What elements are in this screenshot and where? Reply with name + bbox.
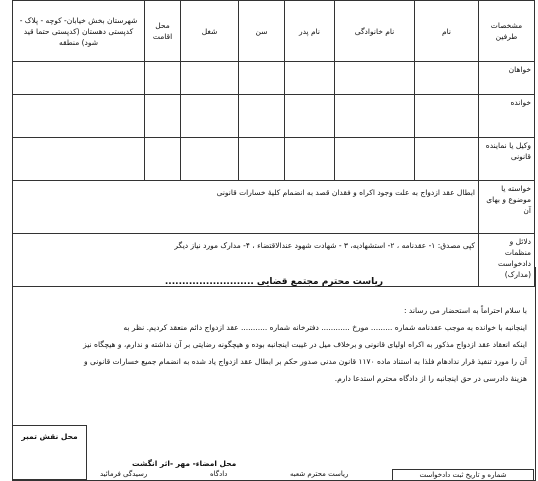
parties-table — [12, 0, 535, 287]
letter-line: اینکه انعقاد عقد ازدواج مذکور به اکراه اولیای قانونی و برخلاف میل در غیبت اینجانبه بوده و هیچگونه رضایتی بر آن نداشته و ندارم، و هیچگاه نیز — [83, 340, 527, 349]
claim-text[interactable]: ابطال عقد ازدواج به علت وجود اکراه و فقدان قصد به انضمام کلیۀ خسارات قانونی — [13, 181, 479, 234]
row-lawyer: وکیل یا نماینده قانونی — [479, 138, 535, 181]
letter-body — [21, 302, 527, 387]
table-row — [13, 181, 535, 234]
cell-input[interactable] — [415, 138, 479, 181]
letter-line: اینجانبه با خوانده به موجب عقدنامه شماره ......... مورخ ............ دفترخانه شماره ........... عقد ازدواج دائم منعقد کردیم. نظر به — [123, 323, 527, 332]
stamp-box: محل نقش تمبر — [12, 425, 87, 480]
cell-input[interactable] — [239, 95, 285, 138]
header-address: شهرستان بخش خیابان- کوچه - پلاک - کدپستی دهستان (کدپستی حتما قید شود) منطقه — [13, 1, 145, 62]
table-row — [13, 95, 535, 138]
cell-input[interactable] — [145, 138, 181, 181]
cut-proceed: رسیدگی فرمائید — [100, 470, 148, 478]
cell-input[interactable] — [335, 62, 415, 95]
letter-line: هزینۀ دادرسی در حق اینجانبه را از دادگاه محترم استدعا دارم. — [334, 374, 527, 383]
cut-branch: ریاست محترم شعبه — [290, 470, 349, 478]
cell-input[interactable] — [13, 138, 145, 181]
evidence-text[interactable]: کپی مصدق: ۱- عقدنامه ، ۲- استشهادیه، ۳ - شهادت شهود عندالاقتضاء ، ۴- مدارک مورد نیاز دیگر — [13, 234, 479, 287]
cell-input[interactable] — [13, 62, 145, 95]
table-row — [13, 62, 535, 95]
header-parties: مشخصات طرفین — [479, 1, 535, 62]
letter-greeting: با سلام احتراماً به استحضار می رساند : — [404, 306, 527, 315]
cut-court: دادگاه — [210, 470, 228, 478]
cell-input[interactable] — [335, 138, 415, 181]
footer — [12, 425, 534, 480]
register-label: شماره و تاریخ ثبت دادخواست — [392, 469, 534, 481]
cell-input[interactable] — [285, 62, 335, 95]
cell-input[interactable] — [335, 95, 415, 138]
cell-input[interactable] — [181, 138, 239, 181]
row-plaintiff: خواهان — [479, 62, 535, 95]
cell-input[interactable] — [145, 95, 181, 138]
cell-input[interactable] — [181, 62, 239, 95]
row-claim-label: خواسته یا موضوع و بهای آن — [479, 181, 535, 234]
letter-title: ریاست محترم مجتمع قضایی .......................... — [164, 277, 384, 287]
header-job: شغل — [181, 1, 239, 62]
cell-input[interactable] — [181, 95, 239, 138]
cell-input[interactable] — [415, 62, 479, 95]
cell-input[interactable] — [415, 95, 479, 138]
header-age: سن — [239, 1, 285, 62]
header-father: نام پدر — [285, 1, 335, 62]
signature-label: محل امضاء- مهر -اثر انگشت — [132, 459, 237, 468]
cell-input[interactable] — [239, 138, 285, 181]
header-family: نام خانوادگی — [335, 1, 415, 62]
cell-input[interactable] — [285, 138, 335, 181]
cell-input[interactable] — [13, 95, 145, 138]
cell-input[interactable] — [239, 62, 285, 95]
cell-input[interactable] — [285, 95, 335, 138]
cell-input[interactable] — [145, 62, 181, 95]
header-name: نام — [415, 1, 479, 62]
header-residence: محل اقامت — [145, 1, 181, 62]
table-row — [13, 138, 535, 181]
letter-line: آن را مورد تنفیذ قرار ندادهام فلذا به استناد ماده ۱۱۷۰ قانون مدنی صدور حکم بر ابطال عقد ازدواج یاد شده به انضمام جمیع خسارات قانونی و — [83, 357, 527, 366]
row-defendant: خوانده — [479, 95, 535, 138]
row-evidence-label: دلائل و منظمات دادخواست (مدارک) — [479, 234, 535, 287]
